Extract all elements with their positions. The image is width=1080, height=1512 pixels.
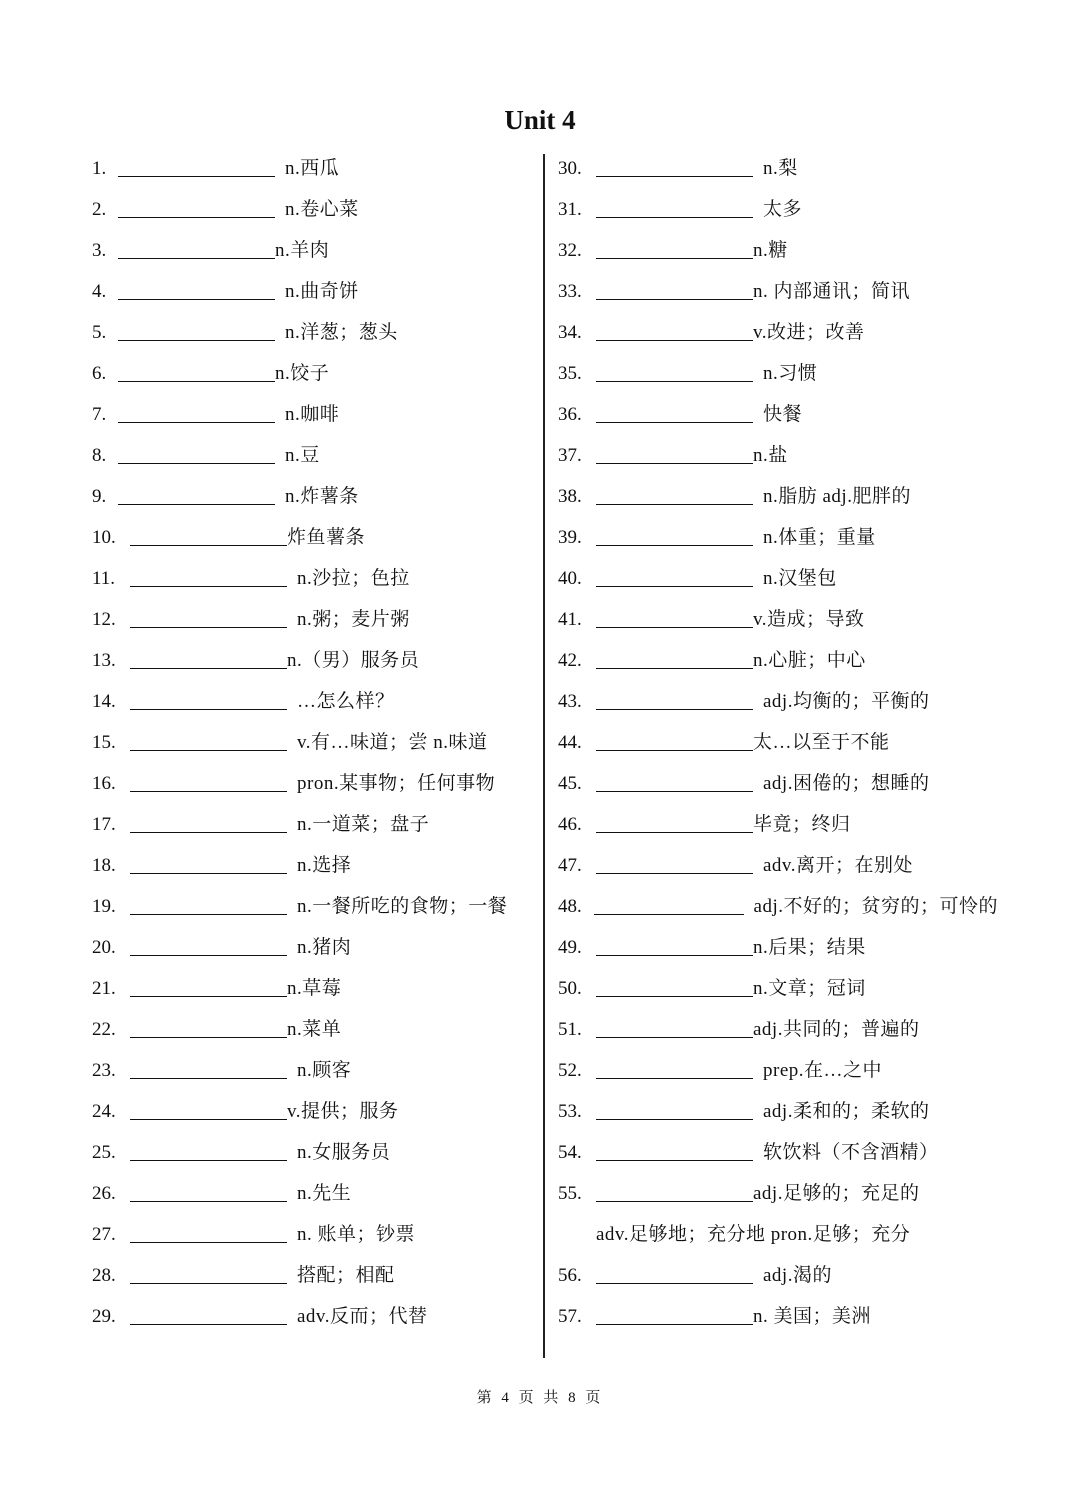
- item-number: 50.: [558, 978, 582, 999]
- answer-blank[interactable]: [596, 1263, 753, 1284]
- answer-blank[interactable]: [596, 156, 753, 177]
- vocab-item: [92, 640, 532, 681]
- vocab-item: [92, 722, 532, 763]
- item-number: 7.: [92, 404, 107, 425]
- vocab-item: [558, 681, 998, 722]
- vocab-item: [92, 353, 532, 394]
- item-meaning: n. 美国；美洲: [753, 1306, 872, 1327]
- item-meaning: 搭配；相配: [297, 1265, 395, 1286]
- answer-blank[interactable]: [118, 402, 275, 423]
- vocab-item: [92, 1132, 532, 1173]
- item-meaning: adj.困倦的；想睡的: [763, 773, 930, 794]
- answer-blank[interactable]: [118, 238, 275, 259]
- answer-blank[interactable]: [130, 607, 287, 628]
- vocab-item: [92, 1296, 532, 1337]
- item-number: 8.: [92, 445, 107, 466]
- vocab-item: [92, 1173, 532, 1214]
- item-number: 16.: [92, 773, 116, 794]
- item-number: 24.: [92, 1101, 116, 1122]
- answer-blank[interactable]: [130, 566, 287, 587]
- item-number: 31.: [558, 199, 582, 220]
- answer-blank[interactable]: [130, 689, 287, 710]
- item-number: 56.: [558, 1265, 582, 1286]
- answer-blank[interactable]: [596, 853, 753, 874]
- item-meaning: v.提供；服务: [287, 1101, 399, 1122]
- item-meaning: adj.足够的；充足的: [753, 1183, 920, 1204]
- item-number: 20.: [92, 937, 116, 958]
- vocab-item: [558, 189, 998, 230]
- vocab-item: [558, 476, 998, 517]
- item-meaning: adj.柔和的；柔软的: [763, 1101, 930, 1122]
- item-number: 14.: [92, 691, 116, 712]
- answer-blank[interactable]: [118, 361, 275, 382]
- answer-blank[interactable]: [118, 320, 275, 341]
- vocab-item: [558, 927, 998, 968]
- answer-blank[interactable]: [130, 1304, 287, 1325]
- vocab-item: [558, 722, 998, 763]
- answer-blank[interactable]: [596, 812, 753, 833]
- answer-blank[interactable]: [130, 1263, 287, 1284]
- item-number: 19.: [92, 896, 116, 917]
- item-meaning: n.一道菜；盘子: [297, 814, 430, 835]
- answer-blank[interactable]: [596, 935, 753, 956]
- item-meaning: n.糖: [753, 240, 788, 261]
- vocab-item: [558, 1296, 998, 1337]
- vocab-item: [558, 1255, 998, 1296]
- item-meaning: 炸鱼薯条: [287, 527, 366, 548]
- answer-blank[interactable]: [118, 484, 275, 505]
- answer-blank[interactable]: [596, 361, 753, 382]
- item-meaning: n.（男）服务员: [287, 650, 420, 671]
- item-number: 49.: [558, 937, 582, 958]
- answer-blank[interactable]: [596, 484, 753, 505]
- item-meaning: 软饮料（不含酒精）: [763, 1142, 939, 1163]
- item-number: 43.: [558, 691, 582, 712]
- answer-blank[interactable]: [130, 648, 287, 669]
- item-number: 15.: [92, 732, 116, 753]
- item-number: 53.: [558, 1101, 582, 1122]
- item-meaning: v.造成；导致: [753, 609, 865, 630]
- answer-blank[interactable]: [118, 156, 275, 177]
- item-meaning: n.粥；麦片粥: [297, 609, 410, 630]
- vocab-item: [92, 189, 532, 230]
- item-meaning: adj.均衡的；平衡的: [763, 691, 930, 712]
- item-number: 29.: [92, 1306, 116, 1327]
- item-meaning: n.一餐所吃的食物；一餐: [297, 896, 508, 917]
- item-meaning: n.曲奇饼: [285, 281, 359, 302]
- vocab-item: [558, 845, 998, 886]
- item-number: 23.: [92, 1060, 116, 1081]
- item-meaning: adj.渴的: [763, 1265, 832, 1286]
- answer-blank[interactable]: [596, 525, 753, 546]
- vocab-item: [92, 681, 532, 722]
- item-meaning: n.咖啡: [285, 404, 340, 425]
- answer-blank[interactable]: [596, 1140, 753, 1161]
- vocab-item: [92, 435, 532, 476]
- item-meaning: n.洋葱；葱头: [285, 322, 398, 343]
- vocab-item: [92, 1009, 532, 1050]
- vocab-item: [558, 558, 998, 599]
- vocab-item: [558, 886, 998, 927]
- item-meaning: n.羊肉: [275, 240, 330, 261]
- vocab-item: [92, 1214, 532, 1255]
- answer-blank[interactable]: [596, 443, 753, 464]
- item-number: 35.: [558, 363, 582, 384]
- answer-blank[interactable]: [118, 443, 275, 464]
- item-meaning: adv.足够地；充分地 pron.足够；充分: [596, 1224, 911, 1245]
- vocab-item: [92, 599, 532, 640]
- answer-blank[interactable]: [130, 976, 287, 997]
- vocab-item: [92, 476, 532, 517]
- answer-blank[interactable]: [596, 320, 753, 341]
- item-number: 41.: [558, 609, 582, 630]
- item-number: 10.: [92, 527, 116, 548]
- vocab-item: [558, 1132, 998, 1173]
- item-meaning: n.沙拉；色拉: [297, 568, 410, 589]
- item-number: 37.: [558, 445, 582, 466]
- answer-blank[interactable]: [596, 771, 753, 792]
- item-number: 51.: [558, 1019, 582, 1040]
- item-meaning: n.顾客: [297, 1060, 352, 1081]
- answer-blank[interactable]: [118, 279, 275, 300]
- vocab-item: [92, 886, 532, 927]
- answer-blank[interactable]: [596, 607, 753, 628]
- item-meaning: n.豆: [285, 445, 320, 466]
- vocab-item: [92, 845, 532, 886]
- item-meaning: n.体重；重量: [763, 527, 876, 548]
- answer-blank[interactable]: [596, 1058, 753, 1079]
- answer-blank[interactable]: [596, 648, 753, 669]
- item-meaning: 太多: [763, 199, 803, 220]
- vocab-item: [558, 148, 998, 189]
- vocab-item: [558, 353, 998, 394]
- page-title: Unit 4: [504, 105, 576, 135]
- right-vocab-column: [558, 148, 998, 1337]
- page-footer: 第 4 页 共 8 页: [476, 1390, 604, 1406]
- answer-blank[interactable]: [130, 771, 287, 792]
- item-meaning: n.文章；冠词: [753, 978, 866, 999]
- vocab-item: [558, 435, 998, 476]
- item-number: 9.: [92, 486, 107, 507]
- answer-blank[interactable]: [130, 1017, 287, 1038]
- item-number: 12.: [92, 609, 116, 630]
- item-number: 4.: [92, 281, 107, 302]
- answer-blank[interactable]: [596, 238, 753, 259]
- item-number: 57.: [558, 1306, 582, 1327]
- item-number: 18.: [92, 855, 116, 876]
- answer-blank[interactable]: [130, 935, 287, 956]
- vocab-item: [558, 230, 998, 271]
- item-meaning: pron.某事物；任何事物: [297, 773, 496, 794]
- item-number: 25.: [92, 1142, 116, 1163]
- vocab-item: [92, 517, 532, 558]
- vocab-item: [558, 804, 998, 845]
- item-meaning: prep.在…之中: [763, 1060, 883, 1081]
- answer-blank[interactable]: [596, 1304, 753, 1325]
- item-meaning: n.习惯: [763, 363, 818, 384]
- answer-blank[interactable]: [596, 566, 753, 587]
- item-meaning: n. 内部通讯；简讯: [753, 281, 911, 302]
- answer-blank[interactable]: [596, 1017, 753, 1038]
- vocab-item: [92, 1050, 532, 1091]
- item-number: 34.: [558, 322, 582, 343]
- item-number: 39.: [558, 527, 582, 548]
- column-divider: [543, 154, 545, 1358]
- item-number: 38.: [558, 486, 582, 507]
- item-number: 36.: [558, 404, 582, 425]
- answer-blank[interactable]: [130, 853, 287, 874]
- vocab-item: [558, 599, 998, 640]
- vocab-item: [558, 1050, 998, 1091]
- item-number: 42.: [558, 650, 582, 671]
- vocab-item: [92, 148, 532, 189]
- item-number: 33.: [558, 281, 582, 302]
- item-number: 44.: [558, 732, 582, 753]
- item-number: 11.: [92, 568, 116, 589]
- item-meaning: n.后果；结果: [753, 937, 866, 958]
- item-number: 17.: [92, 814, 116, 835]
- answer-blank[interactable]: [596, 1181, 753, 1202]
- item-meaning: adj.不好的；贫穷的；可怜的: [753, 896, 998, 917]
- item-number: 21.: [92, 978, 116, 999]
- item-number: 46.: [558, 814, 582, 835]
- item-number: 45.: [558, 773, 582, 794]
- answer-blank[interactable]: [596, 976, 753, 997]
- item-meaning: n.汉堡包: [763, 568, 837, 589]
- item-meaning: n.女服务员: [297, 1142, 391, 1163]
- item-number: 1.: [92, 158, 107, 179]
- item-meaning: n.盐: [753, 445, 788, 466]
- vocab-item: [92, 1255, 532, 1296]
- item-number: 55.: [558, 1183, 582, 1204]
- item-number: 22.: [92, 1019, 116, 1040]
- item-meaning: n. 账单；钞票: [297, 1224, 416, 1245]
- item-number: 5.: [92, 322, 107, 343]
- item-meaning: adv.反而；代替: [297, 1306, 428, 1327]
- answer-blank[interactable]: [596, 197, 753, 218]
- item-meaning: n.心脏；中心: [753, 650, 866, 671]
- vocab-item: [558, 1173, 998, 1214]
- left-vocab-column: [92, 148, 532, 1337]
- item-number: 54.: [558, 1142, 582, 1163]
- answer-blank[interactable]: [118, 197, 275, 218]
- answer-blank[interactable]: [130, 730, 287, 751]
- item-meaning: n.卷心菜: [285, 199, 359, 220]
- vocab-item: [92, 271, 532, 312]
- vocab-item: [558, 763, 998, 804]
- answer-blank[interactable]: [130, 1222, 287, 1243]
- item-meaning: n.猪肉: [297, 937, 352, 958]
- item-number: 40.: [558, 568, 582, 589]
- answer-blank[interactable]: [130, 894, 287, 915]
- item-number: 47.: [558, 855, 582, 876]
- vocab-item: [92, 1091, 532, 1132]
- answer-blank[interactable]: [596, 1099, 753, 1120]
- item-number: 32.: [558, 240, 582, 261]
- item-meaning: n.饺子: [275, 363, 330, 384]
- vocab-item: [92, 230, 532, 271]
- item-meaning: n.草莓: [287, 978, 342, 999]
- item-meaning: n.选择: [297, 855, 352, 876]
- answer-blank[interactable]: [596, 689, 753, 710]
- answer-blank[interactable]: [130, 1181, 287, 1202]
- vocab-item: [92, 804, 532, 845]
- item-meaning: n.先生: [297, 1183, 352, 1204]
- answer-blank[interactable]: [130, 1058, 287, 1079]
- item-number: 13.: [92, 650, 116, 671]
- vocab-item: [92, 312, 532, 353]
- item-meaning: v.有…味道；尝 n.味道: [297, 732, 488, 753]
- item-number: 30.: [558, 158, 582, 179]
- vocab-item: [558, 1214, 998, 1255]
- vocab-item: [558, 640, 998, 681]
- answer-blank[interactable]: [130, 1140, 287, 1161]
- item-number: 2.: [92, 199, 107, 220]
- vocab-item: [558, 968, 998, 1009]
- item-meaning: n.炸薯条: [285, 486, 359, 507]
- vocab-item: [558, 1091, 998, 1132]
- item-number: 28.: [92, 1265, 116, 1286]
- vocab-item: [558, 394, 998, 435]
- vocab-item: [558, 1009, 998, 1050]
- item-meaning: 太…以至于不能: [753, 732, 890, 753]
- answer-blank[interactable]: [596, 402, 753, 423]
- item-meaning: 毕竟；终归: [753, 814, 851, 835]
- item-meaning: n.脂肪 adj.肥胖的: [763, 486, 911, 507]
- vocab-item: [558, 312, 998, 353]
- item-number: 48.: [558, 896, 582, 917]
- item-number: 3.: [92, 240, 107, 261]
- item-meaning: n.梨: [763, 158, 798, 179]
- item-number: 27.: [92, 1224, 116, 1245]
- answer-blank[interactable]: [596, 730, 753, 751]
- item-number: 52.: [558, 1060, 582, 1081]
- vocab-item: [92, 558, 532, 599]
- item-number: 6.: [92, 363, 107, 384]
- item-number: 26.: [92, 1183, 116, 1204]
- answer-blank[interactable]: [130, 1099, 287, 1120]
- item-meaning: adv.离开；在别处: [763, 855, 913, 876]
- vocab-item: [92, 927, 532, 968]
- item-meaning: adj.共同的；普遍的: [753, 1019, 920, 1040]
- answer-blank[interactable]: [594, 894, 743, 915]
- vocab-item: [92, 763, 532, 804]
- item-meaning: v.改进；改善: [753, 322, 865, 343]
- answer-blank[interactable]: [130, 525, 287, 546]
- item-meaning: …怎么样？: [297, 691, 395, 712]
- answer-blank[interactable]: [596, 279, 753, 300]
- item-meaning: n.菜单: [287, 1019, 342, 1040]
- vocab-item: [92, 394, 532, 435]
- item-meaning: 快餐: [763, 404, 803, 425]
- vocab-item: [558, 271, 998, 312]
- vocab-item: [558, 517, 998, 558]
- item-meaning: n.西瓜: [285, 158, 340, 179]
- vocab-item: [92, 968, 532, 1009]
- answer-blank[interactable]: [130, 812, 287, 833]
